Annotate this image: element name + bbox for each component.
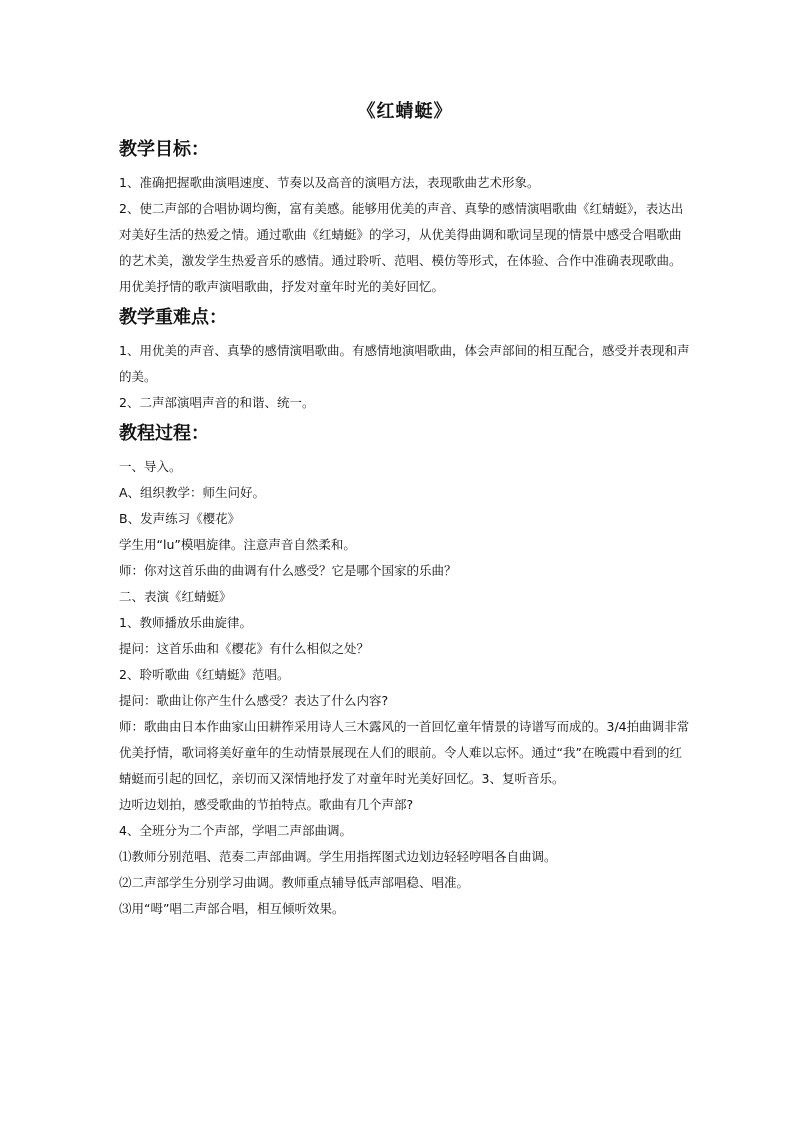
process-line-14: ⑴教师分别范唱、范奏二声部曲调。学生用指挥图式边划边轻轻哼唱各自曲调。 (119, 849, 557, 864)
process-line-16: ⑶用“呣”唱二声部合唱，相互倾听效果。 (119, 901, 345, 916)
document-title: 《红蜻蜓》 (357, 101, 453, 122)
key-point-item-2: 2、二声部演唱声音的和谐、统一。 (119, 395, 315, 410)
process-line-3: B、发声练习《樱花》 (119, 511, 241, 526)
process-line-12: 边听边划拍，感受歌曲的节拍特点。歌曲有几个声部? (119, 797, 414, 812)
process-line-15: ⑵二声部学生分别学习曲调。教师重点辅导低声部唱稳、唱准。 (119, 875, 470, 890)
process-line-5: 师：你对这首乐曲的曲调有什么感受？它是哪个国家的乐曲？ (119, 563, 457, 578)
process-line-11: 师：歌曲由日本作曲家山田耕筰采用诗人三木露风的一首回忆童年情景的诗谱写而成的。3/4拍曲调非常优美抒情，歌词将美好童年的生动情景展现在人们的眼前。令人难以忘怀。通过“我”在晚霞中看到的红蜻蜓而引起的回忆，亲切而又深情地抒发了对童年时光美好回忆。3、复听音乐。 (119, 719, 690, 786)
document-content (119, 100, 691, 922)
objective-item-1: 1、准确把握歌曲演唱速度、节奏以及高音的演唱方法，表现歌曲艺术形象。 (119, 175, 540, 190)
process-line-6: 二、表演《红蜻蜓》 (119, 589, 232, 604)
process-line-10: 提问：歌曲让你产生什么感受？表达了什么内容? (119, 693, 389, 708)
process-line-9: 2、聆听歌曲《红蜻蜓》范唱。 (119, 667, 290, 682)
section-heading-process: 教程过程： (119, 423, 209, 444)
process-line-4: 学生用“lu”模唱旋律。注意声音自然柔和。 (119, 537, 356, 552)
section-heading-key-points: 教学重难点： (119, 307, 227, 328)
process-line-7: 1、教师播放乐曲旋律。 (119, 615, 252, 630)
process-line-8: 提问：这首乐曲和《樱花》有什么相似之处？ (119, 641, 370, 656)
section-heading-objectives: 教学目标： (119, 139, 209, 160)
process-line-1: 一、导入。 (119, 459, 182, 474)
process-line-2: A、组织教学：师生问好。 (119, 485, 266, 500)
key-point-item-1: 1、用优美的声音、真挚的感情演唱歌曲。有感情地演唱歌曲，体会声部间的相互配合，感受并表现和声的美。 (119, 343, 690, 384)
objective-item-2: 2、使二声部的合唱协调均衡，富有美感。能够用优美的声音、真挚的感情演唱歌曲《红蜻蜓》，表达出对美好生活的热爱之情。通过歌曲《红蜻蜓》的学习，从优美得曲调和歌词呈现的情景中感受合唱歌曲的艺术美，激发学生热爱音乐的感情。通过聆听、范唱、模仿等形式，在体验、合作中准确表现歌曲。用优美抒情的歌声演唱歌曲，抒发对童年时光的美好回忆。 (119, 201, 684, 294)
process-line-13: 4、全班分为二个声部，学唱二声部曲调。 (119, 823, 352, 838)
